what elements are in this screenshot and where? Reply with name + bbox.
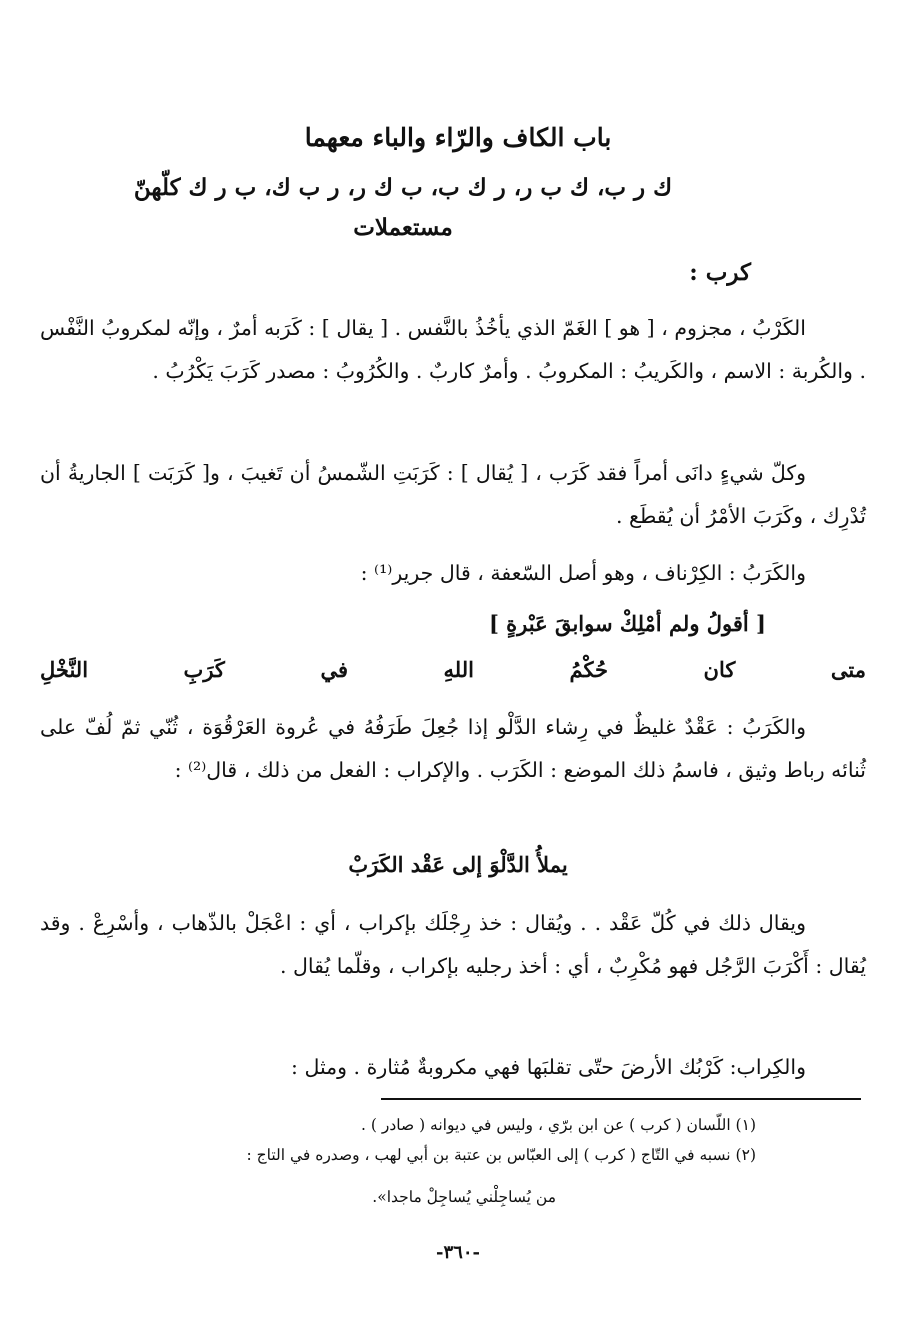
footnote-2-quote: من يُساجِلْني يُساجِلْ ماجدا». [372,1188,556,1206]
footnote-2: (٢) نسبه في التّاج ( كرب ) إلى العبّاس بن عتبة بن أبي لهب ، وصدره في التاج : [246,1146,756,1164]
paragraph-3: والكَرَبُ : الكِرْناف ، وهو أصل السّعفة ، قال جرير⁽¹⁾ : [360,561,806,585]
quoted-hemistich: يملأُ الدَّلْوَ إلى عَقْد الكَرَبْ [348,852,568,877]
page-number: -٣٦٠- [436,1242,480,1263]
paragraph-4: والكَرَبُ : عَقْدٌ غليظٌ في رِشاء الدَّلْو إذا جُعِلَ طَرَفُهُ في عُروة العَرْقُوَة ، ثُنّي ثمّ لُفّ على ثُنائه رباط وثيق ، فاسمُ ذلك الموضع : الكَرَب . والإكراب : الفعل من ذلك ، قال⁽²⁾ : [40,715,866,782]
root-permutations: ك ر ب، ك ب ر، ر ك ب، ب ك ر، ر ب ك، ب ر ك كلّهنّ مستعملات [133,174,673,241]
paragraph-2: وكلّ شيءٍ دانَى أمراً فقد كَرَب ، [ يُقال ] : كَرَبَتِ الشّمسُ أن تَغيبَ ، و[ كَرَبَت ] الجاريةُ أن تُدْرِك ، وكَرَبَ الأمْرُ أن يُقطَع . [40,461,866,528]
paragraph-5: ويقال ذلك في كُلّ عَقْد . . ويُقال : خذ رِجْلَك بإكراب ، أي : اعْجَلْ بالذّهاب ، وأسْرِعْ . وقد يُقال : أَكْرَبَ الرَّجُل فهو مُكْرِبٌ ، أي : أخذ رجليه بإكراب ، وقلّما يُقال . [40,911,866,978]
entry-heading: كرب : [689,259,751,286]
chapter-title: باب الكاف والرّاء والباء معهما [304,123,612,152]
footnote-1: (١) اللّسان ( كرب ) عن ابن برّي ، وليس في ديوانه ( صادر ) . [361,1116,756,1134]
footnote-divider [381,1098,861,1100]
paragraph-1: الكَرْبُ ، مجزوم ، [ هو ] الغَمّ الذي يأخُذُ بالنَّفس . [ يقال ] : كَرَبه أمرٌ ، وإنّه لمكروبُ النَّفْس . والكُربة : الاسم ، والكَريبُ : المكروبُ . وأمرٌ كاربٌ . والكُرُوبُ : مصدر كَرَبَ يَكْرُبُ . [40,316,866,383]
verse-first-hemistich: [ أقولُ ولم أمْلِكْ سوابقَ عَبْرةٍ ] [488,611,766,636]
verse-second-hemistich: متى كان حُكْمُ اللهِ في كَرَبِ النَّخْلِ [40,657,866,682]
paragraph-6: والكِراب: كَرْبُك الأرضَ حتّى تقلبَها فهي مكروبةٌ مُثارة . ومثل : [291,1055,806,1079]
